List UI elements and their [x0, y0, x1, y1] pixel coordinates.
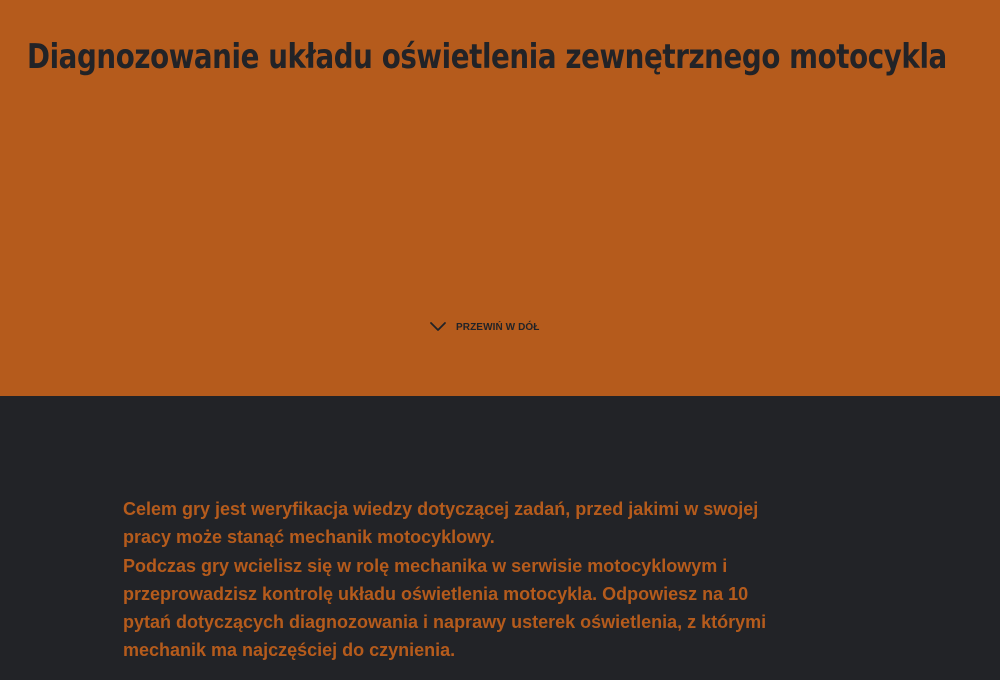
scroll-down-label: PRZEWIŃ W DÓŁ: [456, 321, 540, 333]
chevron-down-icon: [429, 318, 447, 336]
scroll-down-button[interactable]: [429, 318, 540, 336]
intro-section: [0, 396, 1000, 680]
intro-paragraph-goal: Celem gry jest weryfikacja wiedzy dotyczącej zadań, przed jakimi w swojej pracy może stanąć mechanik motocyklowy.: [123, 499, 759, 548]
page-title: Diagnozowanie układu oświetlenia zewnętrznego motocykla: [27, 37, 947, 77]
intro-paragraph-description: Podczas gry wcielisz się w rolę mechanika w serwisie motocyklowym i przeprowadzisz kontrolę układu oświetlenia motocykla. Odpowiesz na 10 pytań dotyczących diagnozowania i naprawy usterek oświetlenia, z którymi mechanik ma najczęściej do czynienia.: [123, 555, 767, 661]
intro-text: [123, 495, 773, 665]
